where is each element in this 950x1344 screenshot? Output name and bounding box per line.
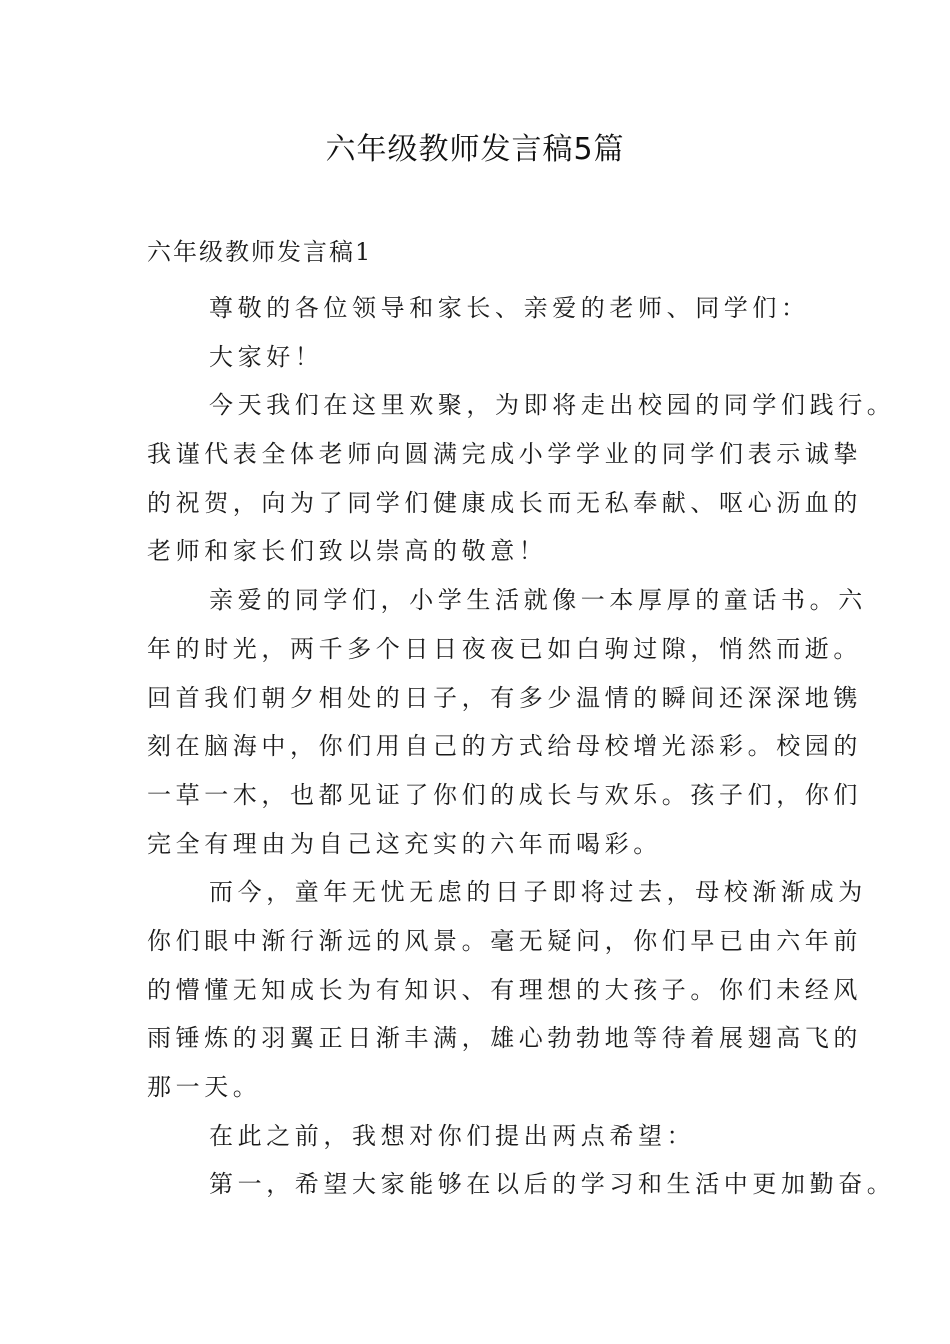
text-line: 你们眼中渐行渐远的风景。毫无疑问，你们早已由六年前 xyxy=(147,926,862,955)
paragraph xyxy=(147,876,867,1119)
text-line: 而今，童年无忧无虑的日子即将过去，母校渐渐成为 xyxy=(209,878,867,907)
text-line: 雨锤炼的羽翼正日渐丰满，雄心勃勃地等待着展翅高飞的 xyxy=(147,1024,862,1053)
text-line: 年的时光，两千多个日日夜夜已如白驹过隙，悄然而逝。 xyxy=(147,634,862,663)
paragraph-salutation xyxy=(147,292,810,341)
paragraph-greeting xyxy=(147,341,807,390)
paragraph xyxy=(147,584,867,876)
text-line: 今天我们在这里欢聚，为即将走出校园的同学们践行。 xyxy=(209,391,896,420)
text-line: 一草一木，也都见证了你们的成长与欢乐。孩子们，你们 xyxy=(147,780,862,809)
paragraph xyxy=(147,389,896,584)
text-line: 在此之前，我想对你们提出两点希望： xyxy=(209,1121,696,1150)
text-line: 大家好！ xyxy=(209,342,324,371)
text-line: 回首我们朝夕相处的日子，有多少温情的瞬间还深深地镌 xyxy=(147,683,862,712)
text-line: 第一，希望大家能够在以后的学习和生活中更加勤奋。 xyxy=(209,1170,896,1199)
body-text xyxy=(147,292,896,1217)
text-line: 老师和家长们致以崇高的敬意！ xyxy=(147,537,548,566)
paragraph xyxy=(147,1168,896,1217)
text-line: 尊敬的各位领导和家长、亲爱的老师、同学们： xyxy=(209,294,810,322)
paragraph xyxy=(147,1120,807,1169)
text-line: 的懵懂无知成长为有知识、有理想的大孩子。你们未经风 xyxy=(147,975,862,1004)
text-line: 刻在脑海中，你们用自己的方式给母校增光添彩。校园的 xyxy=(147,732,862,761)
text-line: 我谨代表全体老师向圆满完成小学学业的同学们表示诚挚 xyxy=(147,440,862,469)
section-heading: 六年级教师发言稿1 xyxy=(147,238,373,266)
text-line: 亲爱的同学们，小学生活就像一本厚厚的童话书。六 xyxy=(209,586,867,615)
text-line: 的祝贺，向为了同学们健康成长而无私奉献、呕心沥血的 xyxy=(147,488,862,517)
text-line: 完全有理由为自己这充实的六年而喝彩。 xyxy=(147,829,662,858)
document-title: 六年级教师发言稿5篇 xyxy=(325,132,625,167)
text-line: 那一天。 xyxy=(147,1073,262,1101)
